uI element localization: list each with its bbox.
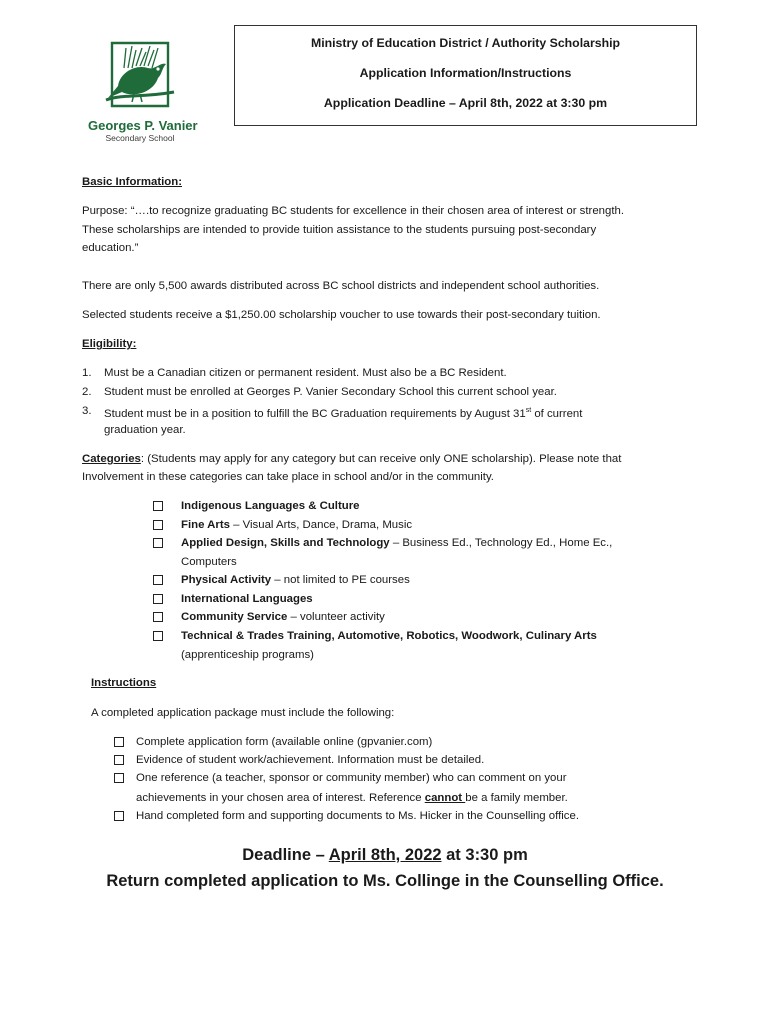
footer-return-instructions: Return completed application to Ms. Collinge in the Counselling Office. bbox=[106, 872, 664, 890]
school-crest-icon bbox=[88, 40, 192, 116]
purpose-line-3: education.” bbox=[82, 242, 139, 254]
instruction-reference-cont: achievements in your chosen area of interest. Reference cannot be a family member. bbox=[136, 792, 568, 804]
categories-intro-2: Involvement in these categories can take place in school and/or in the community. bbox=[82, 471, 494, 483]
category-applied-design: Applied Design, Skills and Technology – Business Ed., Technology Ed., Home Ec., bbox=[181, 537, 613, 549]
instruction-checkbox-hand-in[interactable] bbox=[114, 811, 124, 821]
category-technical-trades: Technical & Trades Training, Automotive, Robotics, Woodwork, Culinary Arts bbox=[181, 630, 597, 642]
eligibility-num-2: 2. bbox=[82, 386, 92, 398]
basic-info-heading: Basic Information: bbox=[82, 176, 182, 188]
categories-intro-1: Categories: (Students may apply for any category but can receive only ONE scholarship). Please note that bbox=[82, 453, 622, 465]
category-fine-arts: Fine Arts – Visual Arts, Dance, Drama, Music bbox=[181, 519, 413, 531]
category-checkbox-applied-design[interactable] bbox=[153, 538, 163, 548]
instruction-checkbox-reference[interactable] bbox=[114, 773, 124, 783]
category-checkbox-international-languages[interactable] bbox=[153, 594, 163, 604]
header-title: Ministry of Education District / Authority Scholarship bbox=[310, 36, 621, 50]
purpose-line-2: These scholarships are intended to provide tuition assistance to the students pursuing post-secondary bbox=[82, 224, 597, 236]
eligibility-item-1: Must be a Canadian citizen or permanent resident. Must also be a BC Resident. bbox=[104, 367, 507, 379]
category-checkbox-fine-arts[interactable] bbox=[153, 520, 163, 530]
instruction-evidence: Evidence of student work/achievement. Information must be detailed. bbox=[136, 754, 485, 766]
categories-heading: Categories bbox=[82, 453, 141, 465]
instruction-checkbox-form[interactable] bbox=[114, 737, 124, 747]
eligibility-item-3-cont: graduation year. bbox=[104, 424, 186, 436]
header-box bbox=[234, 25, 697, 126]
instructions-heading: Instructions bbox=[91, 677, 157, 689]
eligibility-item-3: Student must be in a position to fulfill the BC Graduation requirements by August 31st of current bbox=[104, 407, 583, 420]
header-subtitle: Application Information/Instructions bbox=[359, 66, 572, 80]
header-deadline: Application Deadline – April 8th, 2022 at 3:30 pm bbox=[323, 96, 608, 110]
instruction-reference: One reference (a teacher, sponsor or community member) who can comment on your bbox=[136, 772, 567, 784]
voucher-text: Selected students receive a $1,250.00 scholarship voucher to use towards their post-secondary tuition. bbox=[82, 309, 601, 321]
category-international-languages: International Languages bbox=[181, 593, 313, 605]
category-checkbox-technical-trades[interactable] bbox=[153, 631, 163, 641]
awards-text: There are only 5,500 awards distributed across BC school districts and independent school authorities. bbox=[82, 280, 600, 292]
school-logo bbox=[88, 40, 198, 146]
eligibility-item-2: Student must be enrolled at Georges P. Vanier Secondary School this current school year. bbox=[104, 386, 557, 398]
eligibility-heading: Eligibility: bbox=[82, 338, 137, 350]
instruction-checkbox-evidence[interactable] bbox=[114, 755, 124, 765]
instructions-intro: A completed application package must include the following: bbox=[91, 707, 395, 719]
category-applied-design-cont: Computers bbox=[181, 556, 237, 568]
eligibility-num-1: 1. bbox=[82, 367, 92, 379]
category-indigenous: Indigenous Languages & Culture bbox=[181, 500, 360, 512]
instruction-form: Complete application form (available online (gpvanier.com) bbox=[136, 736, 433, 748]
instruction-hand-in: Hand completed form and supporting documents to Ms. Hicker in the Counselling office. bbox=[136, 810, 579, 822]
school-name: Georges P. Vanier bbox=[88, 118, 198, 133]
category-checkbox-indigenous[interactable] bbox=[153, 501, 163, 511]
category-checkbox-community-service[interactable] bbox=[153, 612, 163, 622]
category-technical-trades-cont: (apprenticeship programs) bbox=[181, 649, 314, 661]
purpose-line-1: Purpose: “….to recognize graduating BC students for excellence in their chosen area of interest or strength. bbox=[82, 205, 624, 217]
category-community-service: Community Service – volunteer activity bbox=[181, 611, 385, 623]
footer-deadline: Deadline – April 8th, 2022 at 3:30 pm bbox=[242, 846, 528, 864]
category-checkbox-physical-activity[interactable] bbox=[153, 575, 163, 585]
eligibility-num-3: 3. bbox=[82, 405, 92, 417]
school-subtitle: Secondary School bbox=[105, 133, 175, 143]
category-physical-activity: Physical Activity – not limited to PE courses bbox=[181, 574, 410, 586]
